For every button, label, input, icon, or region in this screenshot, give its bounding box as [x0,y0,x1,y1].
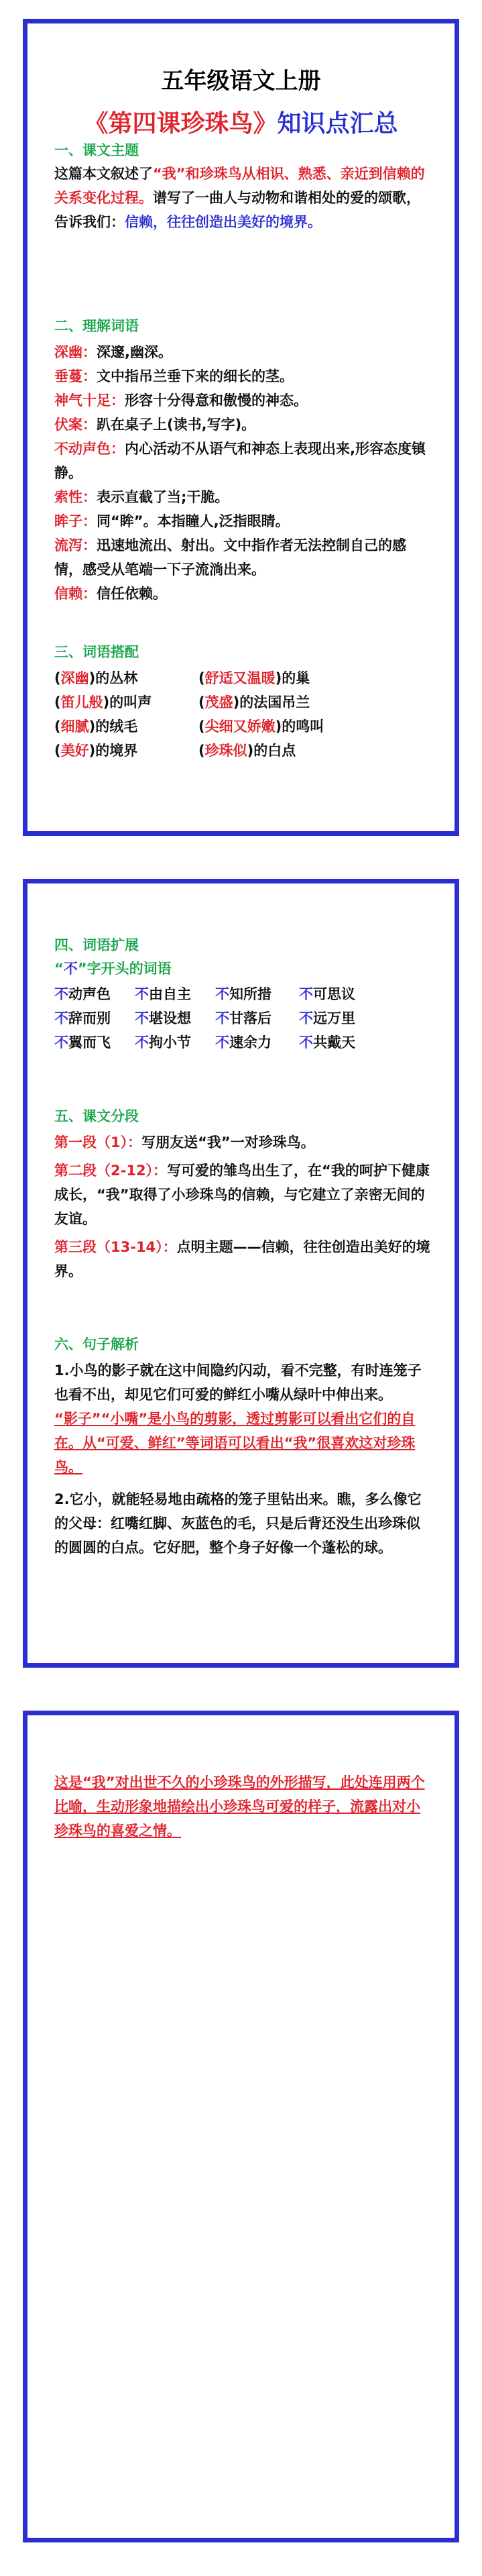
vocab-term: 垂蔓： [54,368,97,384]
expansion-word: 不辞而别 [54,1010,111,1026]
collocation-a: (笛儿般)的叫声 [54,694,152,710]
vocab-definition: 同“眸”。本指瞳人,泛指眼睛。 [97,513,290,529]
vocab-definition: 信任依赖。 [97,586,167,602]
vocab-item [54,533,432,582]
card-knowledge-part1 [23,19,459,836]
expansion-word: 不动声色 [54,986,111,1002]
section-heading-collocation: 三、词语搭配 [54,644,139,660]
vocab-term: 深幽： [54,344,97,360]
vocab-term: 伏案： [54,417,97,433]
vocab-definition: 趴在桌子上(读书,写字)。 [97,417,256,433]
collocation-a: (美好)的境界 [54,743,138,759]
expansion-word: 不远万里 [299,1010,355,1026]
section-expansion [54,934,432,1055]
expansion-word: 不翼而飞 [54,1034,111,1051]
section-heading-vocab: 二、理解词语 [54,318,139,334]
header-summary-label: 知识点汇总 [277,110,398,138]
segment-item [54,1235,432,1283]
collocation-a: (细腻)的绒毛 [54,718,138,735]
theme-text-1: 这篇本文叙述了 [54,166,153,182]
expansion-row [54,1030,432,1055]
collocation-b: (茂盛)的法国吊兰 [198,694,310,710]
vocab-item [54,582,432,606]
vocab-item [54,388,432,413]
analysis-note-1: “影子”“小嘴”是小鸟的剪影，透过剪影可以看出它们的自在。从“可爱、鲜红”等词语可以看出“我”很喜欢这对珍珠鸟。 [54,1411,416,1475]
segment-label: 第一段（1）： [54,1134,142,1150]
expansion-word: 不堪设想 [135,1010,191,1026]
expansion-word: 不由自主 [135,986,191,1002]
vocab-term: 流泻： [54,537,97,553]
card-knowledge-part2 [23,879,459,1668]
analysis-sentence-2: 2.它小，就能轻易地由疏格的笼子里钻出来。瞧，多么像它的父母：红嘴红脚、灰蓝色的毛，只是后背还没生出珍珠似的圆圆的白点。它好肥，整个身子好像一个蓬松的球。 [54,1491,422,1556]
vocab-item [54,340,432,364]
collocation-b: (珍珠似)的白点 [198,743,296,759]
expansion-word: 不甘落后 [215,1010,272,1026]
card-knowledge-part3 [23,1711,459,2542]
vocab-definition: 形容十分得意和傲慢的神态。 [125,392,308,409]
vocab-item [54,509,432,533]
vocab-definition: 深邃,幽深。 [97,344,172,360]
analysis-note-2: 这是“我”对出世不久的小珍珠鸟的外形描写，此处连用两个比喻，生动形象地描绘出小珍珠鸟可爱的样子，流露出对小珍珠鸟的喜爱之情。 [54,1774,425,1839]
section-heading-analysis: 六、句子解析 [54,1336,139,1352]
header-lesson-title [27,105,455,139]
vocab-term: 神气十足： [54,392,125,409]
section-heading-expansion: 四、词语扩展 [54,937,139,953]
segment-item [54,1130,432,1155]
collocation-row [54,714,432,739]
vocab-definition: 表示直截了当;干脆。 [97,489,229,505]
expansion-word: 不速余力 [215,1034,272,1051]
segment-label: 第三段（13-14）： [54,1239,177,1255]
theme-text-4: 信赖，往往创造出美好的境界。 [125,214,322,230]
vocab-item [54,364,432,388]
expansion-word: 不知所措 [215,986,272,1002]
collocation-b: (舒适又温暖)的巢 [198,670,310,686]
section-vocab [54,315,432,606]
vocab-term: 不动声色： [54,441,125,457]
section-analysis [54,1333,432,1560]
vocab-term: 索性： [54,489,97,505]
segment-text: 写可爱的雏鸟出生了，在“我的呵护下健康成长，“我”取得了小珍珠鸟的信赖，与它建立了亲密无间的友谊。 [54,1163,430,1227]
section-heading-theme: 一、课文主题 [54,142,139,158]
collocation-row [54,690,432,714]
theme-text-3: 谱写了一曲人与动物和谐相处的爱的颂歌，告诉我们： [54,190,420,230]
segment-label: 第二段（2-12）： [54,1163,168,1179]
expansion-word: 不可思议 [299,986,355,1002]
header-grade-title: 五年级语文上册 [161,68,321,95]
vocab-definition: 内心活动不从语气和神态上表现出来,形容态度镇静。 [54,441,426,481]
collocation-a: (深幽)的丛林 [54,670,138,686]
expansion-subheading: “不”字开头的词语 [54,961,172,977]
collocation-row [54,739,432,763]
segment-text: 写朋友送“我”一对珍珠鸟。 [141,1134,315,1150]
expansion-row [54,1006,432,1030]
section-theme [54,139,432,234]
section-analysis-continued [54,1770,432,1843]
expansion-word: 不共戴天 [299,1034,355,1051]
collocation-b: (尖细又娇嫩)的鸣叫 [198,718,324,735]
vocab-term: 眸子： [54,513,97,529]
segment-item [54,1159,432,1231]
collocation-row [54,666,432,690]
vocab-item [54,413,432,437]
segment-text: 点明主题——信赖，往往创造出美好的境界。 [54,1239,430,1279]
expansion-word: 不拘小节 [135,1034,191,1051]
section-segments [54,1105,432,1283]
header-lesson-name: 《第四课珍珠鸟》 [84,110,278,138]
vocab-definition: 迅速地流出、射出。文中指作者无法控制自己的感情，感受从笔端一下子流淌出来。 [54,537,406,578]
vocab-term: 信赖： [54,586,97,602]
section-collocation [54,641,432,763]
vocab-item [54,437,432,485]
vocab-definition: 文中指吊兰垂下来的细长的茎。 [97,368,294,384]
theme-paragraph [54,162,432,234]
vocab-item [54,485,432,509]
section-heading-segments: 五、课文分段 [54,1108,139,1124]
analysis-sentence-1: 1.小鸟的影子就在这中间隐约闪动，看不完整，有时连笼子也看不出，却见它们可爱的鲜红小嘴从绿叶中伸出来。 [54,1362,422,1403]
theme-text-2: “我”和珍珠鸟从相识、熟悉、亲近到信赖的关系变化过程。 [54,166,425,206]
expansion-row [54,982,432,1006]
